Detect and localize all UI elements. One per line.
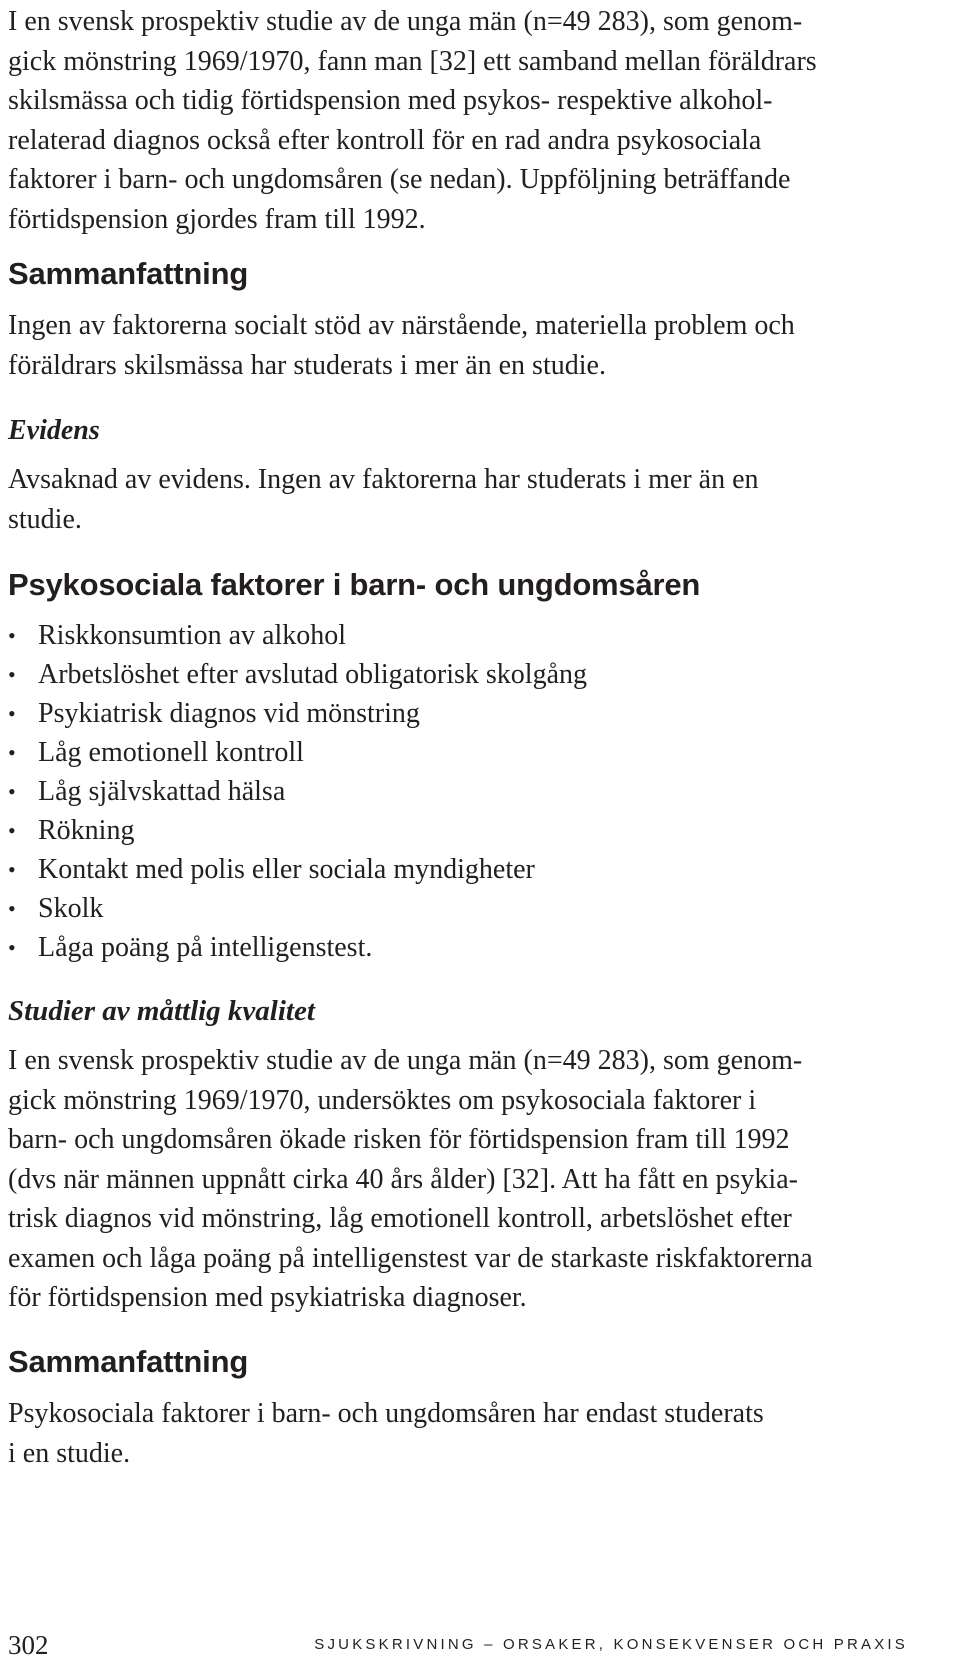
bullet-icon: • <box>8 623 16 648</box>
text-line: för förtidspension med psykiatriska diagnoser. <box>8 1282 527 1313</box>
evidens-paragraph <box>8 460 759 539</box>
bullet-icon: • <box>8 701 16 726</box>
text-line: faktorer i barn- och ungdomsåren (se nedan). Uppföljning beträffande <box>8 164 791 195</box>
list-item: • Arbetslöshet efter avslutad obligatorisk skolgång <box>8 655 587 694</box>
text-line: examen och låga poäng på intelligenstest var de starkaste riskfaktorerna <box>8 1242 813 1274</box>
summary-paragraph <box>8 1394 764 1473</box>
list-item: • Kontakt med polis eller sociala myndigheter <box>8 850 587 889</box>
bullet-icon: • <box>8 740 16 765</box>
list-item: • Låg emotionell kontroll <box>8 733 587 772</box>
list-item: • Psykiatrisk diagnos vid mönstring <box>8 694 587 733</box>
evidens-heading: Evidens <box>8 415 100 446</box>
list-item: • Låga poäng på intelligenstest. <box>8 928 587 967</box>
bullet-icon: • <box>8 857 16 882</box>
bullet-icon: • <box>8 935 16 960</box>
text-line: skilsmässa och tidig förtidspension med psykos- respektive alkohol- <box>8 85 773 116</box>
text-line: barn- och ungdomsåren ökade risken för förtidspension fram till 1992 <box>8 1124 790 1155</box>
list-item: • Riskkonsumtion av alkohol <box>8 616 587 655</box>
list-item: • Skolk <box>8 889 587 928</box>
text-line: Avsaknad av evidens. Ingen av faktorerna har studerats i mer än en <box>8 464 759 495</box>
text-line: förtidspension gjordes fram till 1992. <box>8 203 426 235</box>
section-heading-psykosociala-faktorer: Psykosociala faktorer i barn- och ungdomsåren <box>8 567 701 602</box>
section-heading-studier-mattlig-kvalitet: Studier av måttlig kvalitet <box>8 995 315 1027</box>
list-item: • Rökning <box>8 811 587 850</box>
section-heading-sammanfattning: Sammanfattning <box>8 256 249 291</box>
text-line: studie. <box>8 503 82 535</box>
bullet-icon: • <box>8 662 16 687</box>
text-line: gick mönstring 1969/1970, fann man [32] ett samband mellan föräldrars <box>8 45 817 77</box>
risk-factor-list <box>8 616 587 967</box>
text-line: i en studie. <box>8 1437 131 1469</box>
text-line: gick mönstring 1969/1970, undersöktes om psykosociala faktorer i <box>8 1084 757 1116</box>
study-paragraph <box>8 1041 813 1318</box>
bullet-icon: • <box>8 779 16 804</box>
text-line: relaterad diagnos också efter kontroll för en rad andra psykosociala <box>8 124 762 156</box>
list-item: • Låg självskattad hälsa <box>8 772 587 811</box>
page-footer <box>8 1616 908 1660</box>
text-line: I en svensk prospektiv studie av de unga män (n=49 283), som genom- <box>8 6 803 37</box>
text-line: I en svensk prospektiv studie av de unga män (n=49 283), som genom- <box>8 1045 803 1076</box>
text-line: Psykosociala faktorer i barn- och ungdomsåren har endast studerats <box>8 1398 764 1429</box>
text-line: (dvs när männen uppnått cirka 40 års ålder) [32]. Att ha fått en psykia- <box>8 1163 798 1195</box>
text-line: trisk diagnos vid mönstring, låg emotionell kontroll, arbetslöshet efter <box>8 1203 792 1234</box>
text-line: föräldrars skilsmässa har studerats i mer än en studie. <box>8 349 606 381</box>
section-heading-sammanfattning: Sammanfattning <box>8 1344 249 1379</box>
bullet-icon: • <box>8 896 16 921</box>
running-title: SJUKSKRIVNING – ORSAKER, KONSEKVENSER OCH PRAXIS <box>314 1636 908 1653</box>
bullet-icon: • <box>8 818 16 843</box>
page-number: 302 <box>8 1630 49 1660</box>
text-line: Ingen av faktorerna socialt stöd av närstående, materiella problem och <box>8 310 795 341</box>
intro-paragraph <box>8 2 817 239</box>
summary-paragraph <box>8 306 795 385</box>
